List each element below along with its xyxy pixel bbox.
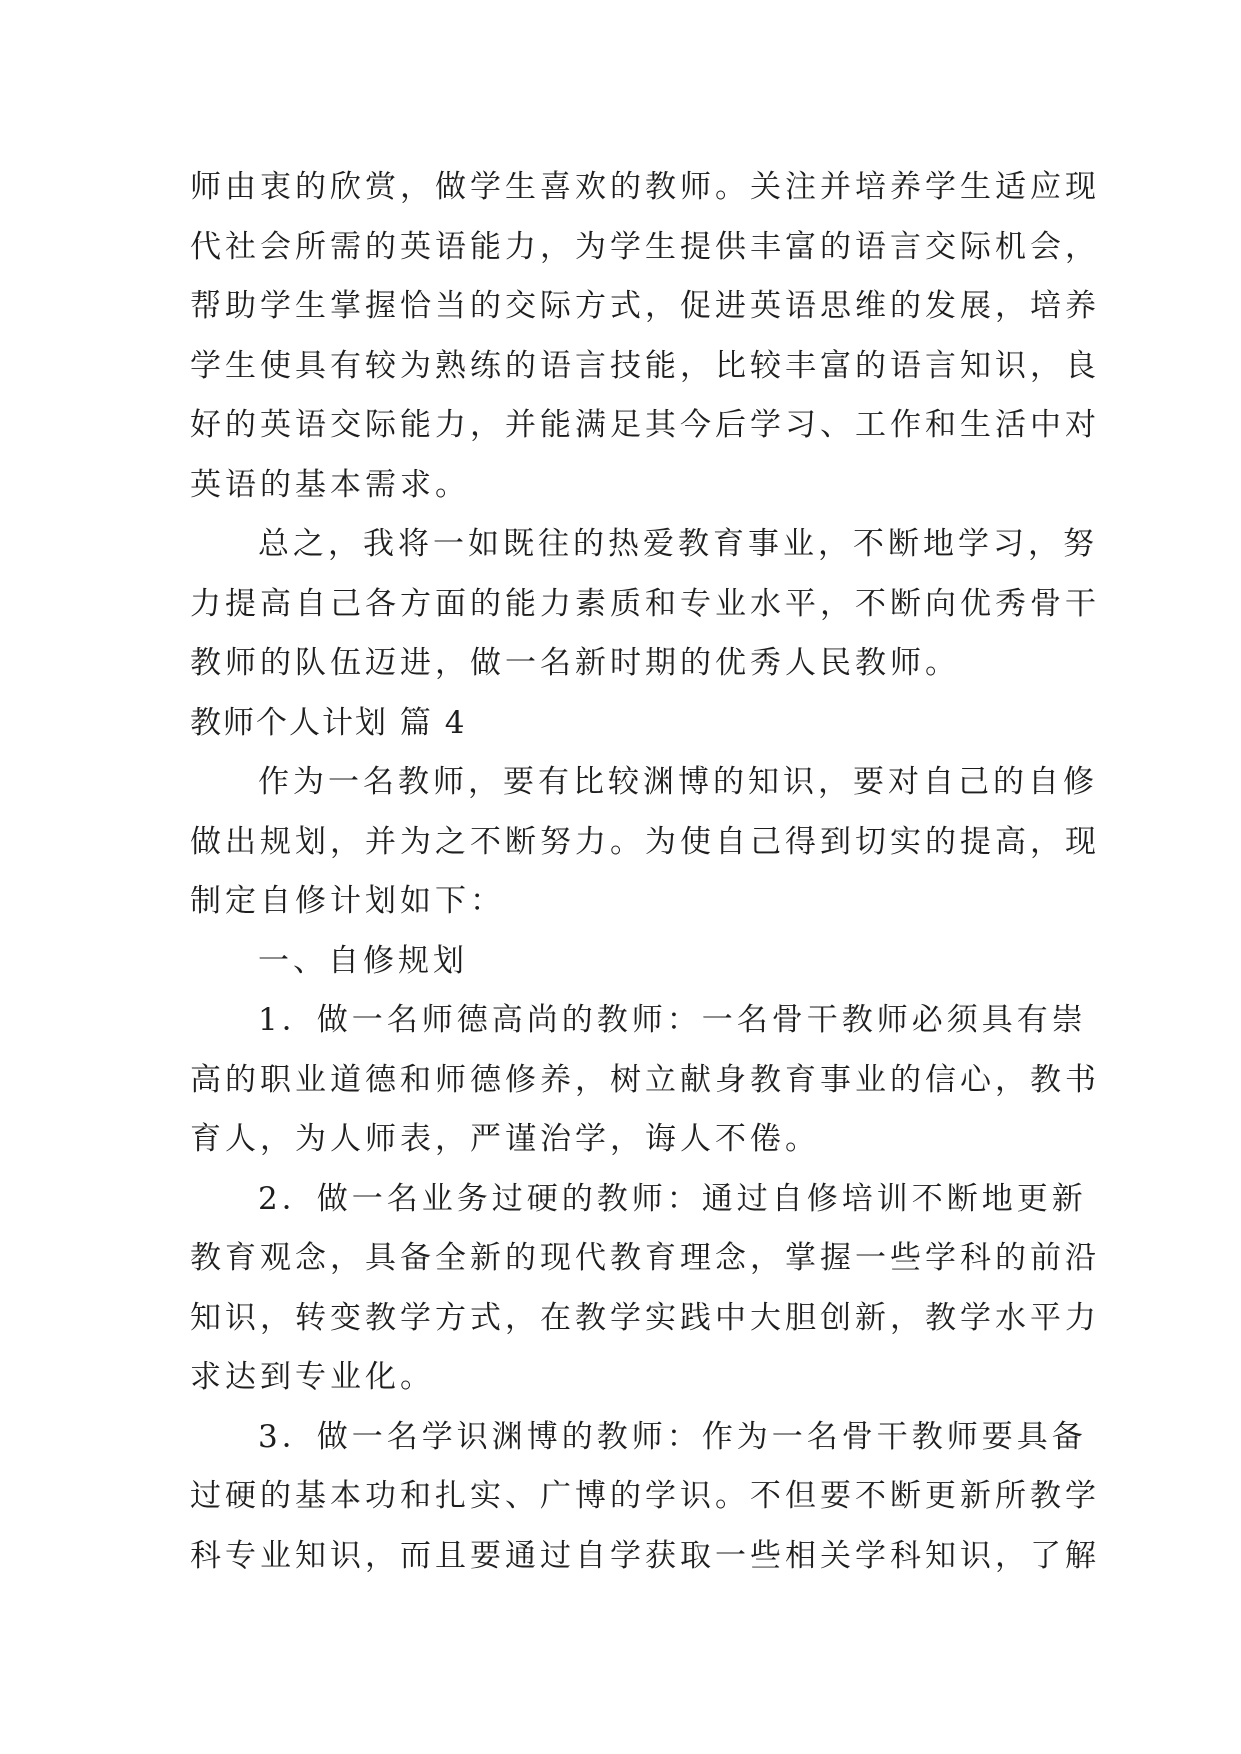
text-line: 教育观念，具备全新的现代教育理念，掌握一些学科的前沿 xyxy=(190,1240,1100,1276)
text-line: 学生使具有较为熟练的语言技能，比较丰富的语言知识，良 xyxy=(190,347,1100,384)
text-line: 科专业知识，而且要通过自学获取一些相关学科知识，了解 xyxy=(190,1537,1100,1574)
text-line: 好的英语交际能力，并能满足其今后学习、工作和生活中对 xyxy=(190,407,1100,443)
text-line: 求达到专业化。 xyxy=(190,1359,435,1395)
text-line: 知识，转变教学方式，在教学实践中大胆创新，教学水平力 xyxy=(190,1299,1100,1336)
text-line: 高的职业道德和师德修养，树立献身教育事业的信心，教书 xyxy=(190,1061,1100,1098)
text-line: 过硬的基本功和扎实、广博的学识。不但要不断更新所教学 xyxy=(190,1478,1100,1514)
text-line: 英语的基本需求。 xyxy=(190,466,470,503)
text-line: 做出规划，并为之不断努力。为使自己得到切实的提高，现 xyxy=(190,823,1100,860)
text-line: 帮助学生掌握恰当的交际方式，促进英语思维的发展，培养 xyxy=(190,288,1100,324)
section-heading: 教师个人计划 篇 4 xyxy=(190,704,467,741)
text-line: 代社会所需的英语能力，为学生提供丰富的语言交际机会， xyxy=(190,228,1100,265)
text-line: 力提高自己各方面的能力素质和专业水平，不断向优秀骨干 xyxy=(190,585,1100,622)
paragraph-first-line: 作为一名教师，要有比较渊博的知识，要对自己的自修 xyxy=(258,764,1098,800)
text-line: 育人，为人师表，严谨治学，诲人不倦。 xyxy=(190,1121,820,1157)
document-body xyxy=(190,158,1100,1586)
text-line: 制定自修计划如下： xyxy=(190,883,505,919)
list-item-first-line: 1．做一名师德高尚的教师：一名骨干教师必须具有崇 xyxy=(258,1002,1087,1038)
list-item-first-line: 2．做一名业务过硬的教师：通过自修培训不断地更新 xyxy=(258,1180,1087,1217)
paragraph-first-line: 总之，我将一如既往的热爱教育事业，不断地学习，努 xyxy=(258,526,1098,562)
text-line: 教师的队伍迈进，做一名新时期的优秀人民教师。 xyxy=(190,645,960,681)
subsection-heading: 一、自修规划 xyxy=(258,942,468,979)
list-item-first-line: 3．做一名学识渊博的教师：作为一名骨干教师要具备 xyxy=(258,1418,1087,1455)
text-line: 师由衷的欣赏，做学生喜欢的教师。关注并培养学生适应现 xyxy=(190,169,1100,205)
